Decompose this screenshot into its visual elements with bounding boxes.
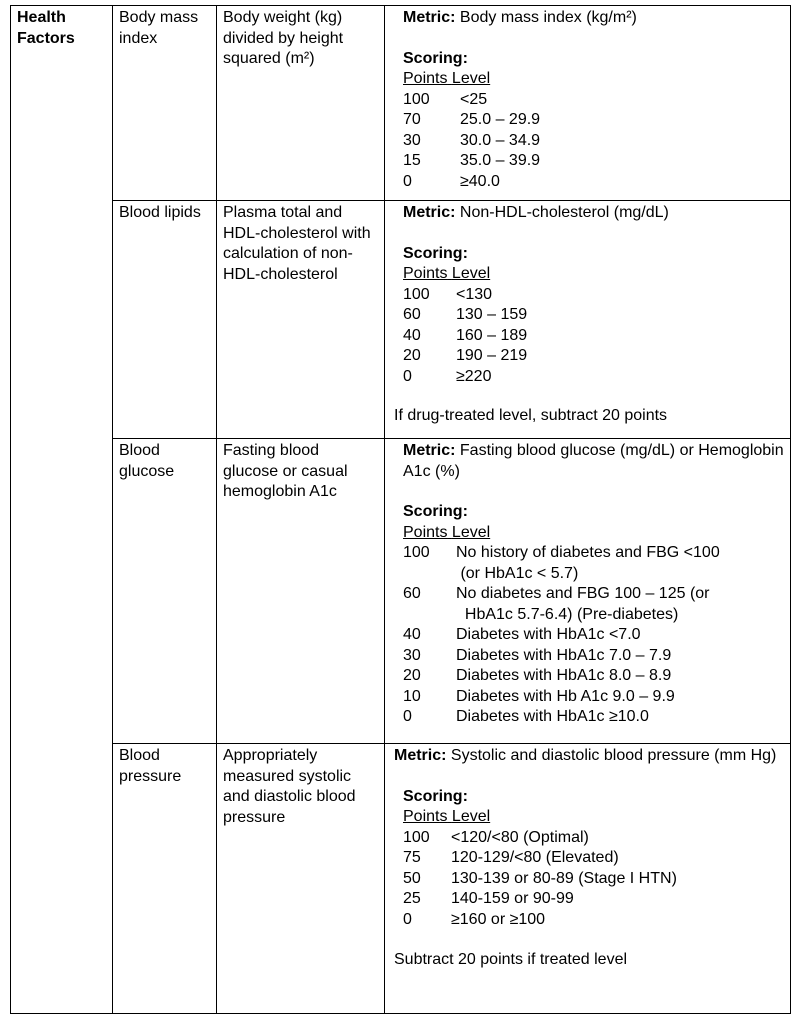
metric-cell — [385, 6, 791, 201]
score-row: 60 No diabetes and FBG 100 – 125 (or HbA1c 5.7-6.4) (Pre-diabetes) — [403, 585, 710, 623]
factor-description: Plasma total and HDL-cholesterol with calculation of non-HDL-cholesterol — [217, 201, 385, 439]
health-factors-table — [10, 5, 791, 1014]
metric-cell — [385, 744, 791, 1014]
factor-description: Body weight (kg) divided by height squared (m²) — [217, 6, 385, 201]
score-row: 100 No history of diabetes and FBG <100 (or HbA1c < 5.7) — [403, 544, 720, 582]
table-row — [11, 439, 791, 744]
points-level-header: Points Level — [403, 265, 491, 282]
score-row: 30 30.0 – 34.9 — [403, 131, 541, 149]
score-row: 100 <120/<80 (Optimal) — [403, 828, 589, 846]
score-row: 75 120-129/<80 (Elevated) — [403, 849, 619, 866]
score-row: 0 ≥220 — [403, 367, 492, 385]
factor-name: Body mass index — [113, 6, 217, 201]
score-row: 0 ≥160 or ≥100 — [403, 910, 546, 928]
score-row: 20 190 – 219 — [403, 347, 528, 364]
score-note: Subtract 20 points if treated level — [394, 951, 628, 968]
score-row: 25 140-159 or 90-99 — [403, 890, 574, 907]
scoring-label: Scoring: — [403, 244, 468, 262]
score-row: 70 25.0 – 29.9 — [403, 111, 541, 128]
category-label: Health Factors — [11, 6, 113, 1014]
score-row: 40 Diabetes with HbA1c <7.0 — [403, 626, 641, 643]
factor-description: Fasting blood glucose or casual hemoglobin A1c — [217, 439, 385, 744]
metric-cell — [385, 201, 791, 439]
metric-text: Fasting blood glucose (mg/dL) or Hemoglobin A1c (%) — [403, 442, 784, 480]
metric-label: Metric: — [403, 204, 456, 221]
factor-name: Blood pressure — [113, 744, 217, 1014]
factor-description: Appropriately measured systolic and diastolic blood pressure — [217, 744, 385, 1014]
points-level-header: Points Level — [403, 70, 491, 87]
score-row: 100 <25 — [403, 90, 488, 108]
score-row: 50 130-139 or 80-89 (Stage I HTN) — [403, 869, 677, 887]
scoring-label: Scoring: — [403, 49, 468, 67]
points-level-header: Points Level — [403, 523, 491, 541]
table-row — [11, 6, 791, 201]
score-row: 100 <130 — [403, 285, 493, 303]
points-level-header: Points Level — [403, 808, 491, 825]
score-row: 0 Diabetes with HbA1c ≥10.0 — [403, 708, 649, 725]
score-row: 60 130 – 159 — [403, 306, 528, 323]
factor-name: Blood lipids — [113, 201, 217, 439]
scoring-label: Scoring: — [403, 787, 468, 805]
metric-cell — [385, 439, 791, 744]
table-row — [11, 744, 791, 1014]
metric-label: Metric: — [394, 747, 447, 764]
score-row: 15 35.0 – 39.9 — [403, 152, 541, 169]
scoring-label: Scoring: — [403, 503, 468, 520]
score-row: 40 160 – 189 — [403, 326, 528, 344]
score-row: 20 Diabetes with HbA1c 8.0 – 8.9 — [403, 667, 672, 684]
metric-text: Systolic and diastolic blood pressure (mm Hg) — [450, 747, 777, 764]
score-row: 10 Diabetes with Hb A1c 9.0 – 9.9 — [403, 687, 675, 705]
score-row: 30 Diabetes with HbA1c 7.0 – 7.9 — [403, 646, 672, 664]
metric-label: Metric: — [403, 9, 456, 26]
metric-text: Non-HDL-cholesterol (mg/dL) — [459, 204, 669, 221]
metric-label: Metric: — [403, 442, 456, 459]
metric-text: Body mass index (kg/m²) — [459, 9, 637, 26]
score-row: 0 ≥40.0 — [403, 172, 500, 190]
table-row — [11, 201, 791, 439]
score-note: If drug-treated level, subtract 20 points — [394, 407, 668, 424]
factor-name: Blood glucose — [113, 439, 217, 744]
